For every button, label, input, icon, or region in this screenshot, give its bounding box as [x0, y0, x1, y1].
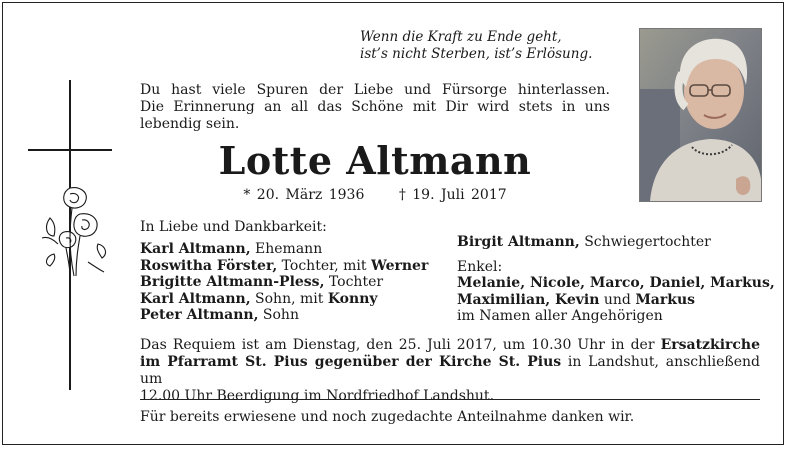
life-dates: [140, 186, 610, 204]
portrait-photo: [639, 28, 762, 202]
grandchildren-names: Melanie, Nicole, Marco, Daniel, Markus,: [457, 275, 775, 291]
mourner-partner: Konny: [327, 290, 378, 307]
requiem-text-part: in Landshut, anschließend um: [140, 354, 760, 387]
mourner-entry: [140, 241, 440, 258]
mourner-role: Sohn, mit: [250, 290, 328, 307]
relatives-note: im Namen aller Angehörigen: [457, 308, 663, 324]
mourner-name: Roswitha Förster,: [140, 257, 278, 274]
mourner-role: Sohn: [258, 307, 299, 323]
grandchildren-label: Enkel:: [457, 258, 503, 275]
church-name: Ersatzkirche: [660, 337, 760, 353]
mourner-entry: [140, 274, 440, 291]
requiem-line-2: [140, 354, 760, 388]
mourner-name: Karl Altmann,: [140, 241, 251, 257]
divider: [140, 399, 760, 400]
mourner-role: Ehemann: [250, 241, 323, 257]
mourners-left: [140, 241, 440, 324]
church-location: im Pfarramt St. Pius gegenüber der Kirche St. Pius: [140, 354, 562, 370]
grandchildren-line-1: [457, 275, 775, 292]
intro-line-2: Die Erinnerung an all das Schöne mit Dir wird stets in uns: [140, 99, 610, 115]
closing-text: Für bereits erwiesene und noch zugedachte Anteilnahme danken wir.: [140, 409, 635, 425]
spacer: [457, 251, 767, 259]
requiem-line-1: [140, 337, 760, 354]
requiem-text-part: Das Requiem ist am Dienstag, den 25. Juli 2017, um 10.30 Uhr in der: [140, 337, 661, 353]
mourner-role: Tochter: [324, 274, 384, 290]
mourner-entry: [140, 307, 440, 324]
requiem-line-3: 12.00 Uhr Beerdigung im Nordfriedhof Landshut.: [140, 388, 495, 404]
birth-date: * 20. März 1936: [243, 187, 365, 203]
grandchildren-line-2: [457, 292, 767, 309]
intro-line-1: Du hast viele Spuren der Liebe und Fürsorge hinterlassen.: [140, 82, 610, 98]
intro-line-3: lebendig sein.: [140, 116, 240, 132]
motto-line-1: Wenn die Kraft zu Ende geht,: [360, 29, 562, 45]
mourner-entry: [457, 234, 767, 251]
death-date: † 19. Juli 2017: [398, 187, 507, 203]
portrait-image: [640, 29, 761, 201]
mourner-entry: [140, 291, 440, 308]
deceased-name: Lotte Altmann: [218, 138, 532, 183]
intro-text: [140, 82, 610, 133]
rose-icon: [40, 186, 110, 278]
mourner-name: Peter Altmann,: [140, 307, 259, 323]
mourner-name: Birgit Altmann,: [457, 234, 580, 250]
requiem-text: [140, 337, 760, 405]
mourner-role: Tochter, mit: [277, 257, 371, 274]
thanks-title: In Liebe und Dankbarkeit:: [140, 219, 327, 235]
motto: [360, 29, 610, 63]
mourner-entry: [140, 258, 440, 275]
mourner-role: Schwiegertochter: [579, 234, 711, 250]
motto-line-2: ist’s nicht Sterben, ist’s Erlösung.: [360, 46, 593, 62]
mourner-name: Brigitte Altmann-Pless,: [140, 274, 325, 290]
grandchildren-names: Markus: [635, 291, 696, 308]
mourners-right: [457, 234, 775, 325]
mourner-partner: Werner: [371, 257, 429, 274]
grandchildren-names: Maximilian, Kevin: [457, 291, 600, 308]
conjunction: und: [599, 291, 636, 308]
mourner-name: Karl Altmann,: [140, 290, 251, 307]
